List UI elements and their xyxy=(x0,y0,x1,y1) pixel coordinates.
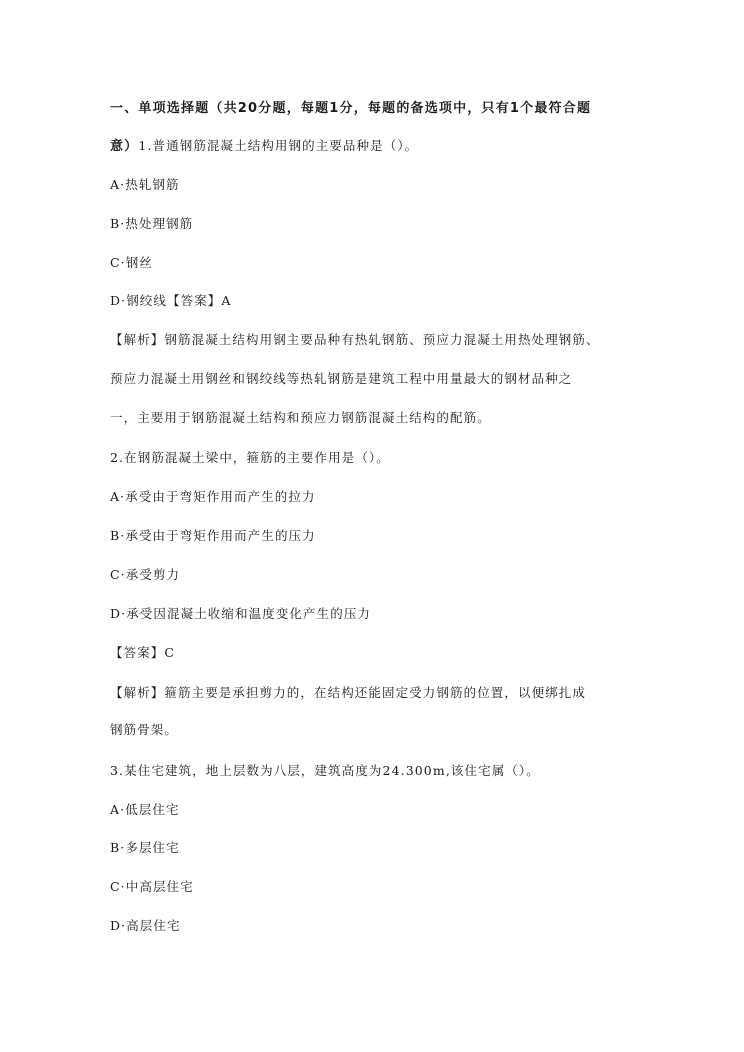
section-title: 一、单项选择题（共20分题，每题1分，每题的备选项中，只有1个最符合题 xyxy=(110,101,592,116)
question-2-analysis-line-1: 【解析】箍筋主要是承担剪力的，在结构还能固定受力钢筋的位置，以便绑扎成 xyxy=(110,685,587,700)
question-1-stem: 1.普通钢筋混凝土结构用钢的主要品种是（）。 xyxy=(138,138,419,153)
question-1-analysis-line-2: 预应力混凝土用钢丝和钢绞线等热轧钢筋是建筑工程中用量最大的钢材品种之 xyxy=(110,371,573,386)
question-2-analysis-line-2: 钢筋骨架。 xyxy=(110,722,179,737)
question-2-stem: 2.在钢筋混凝土梁中，箍筋的主要作用是（）。 xyxy=(110,450,390,465)
question-3-stem: 3.某住宅建筑，地上层数为八层，建筑高度为24.300m,该住宅属（）。 xyxy=(110,763,540,778)
question-1-analysis-line-3: 一，主要用于钢筋混凝土结构和预应力钢筋混凝土结构的配筋。 xyxy=(110,410,491,425)
question-2-option-b: B·承受由于弯矩作用而产生的压力 xyxy=(110,528,316,543)
question-3-option-a: A·低层住宅 xyxy=(110,802,180,817)
question-3-option-c: C·中高层住宅 xyxy=(110,879,194,894)
question-1-option-c: C·钢丝 xyxy=(110,255,153,270)
question-3-option-d: D·高层住宅 xyxy=(110,918,181,933)
question-1-analysis-line-1: 【解析】钢筋混凝土结构用钢主要品种有热轧钢筋、预应力混凝土用热处理钢筋、 xyxy=(110,332,600,347)
question-1-option-a: A·热轧钢筋 xyxy=(110,177,180,192)
section-title-end: 意） xyxy=(110,139,139,154)
question-3-option-b: B·多层住宅 xyxy=(110,840,180,855)
question-1-option-d-answer: D·钢绞线【答案】A xyxy=(110,293,232,308)
question-1-stem-line xyxy=(110,136,650,157)
question-2-answer: 【答案】C xyxy=(110,645,176,660)
question-1-option-b: B·热处理钢筋 xyxy=(110,216,194,231)
question-2-option-a: A·承受由于弯矩作用而产生的拉力 xyxy=(110,489,316,504)
question-2-option-d: D·承受因混凝土收缩和温度变化产生的压力 xyxy=(110,606,371,621)
question-2-option-c: C·承受剪力 xyxy=(110,567,181,582)
